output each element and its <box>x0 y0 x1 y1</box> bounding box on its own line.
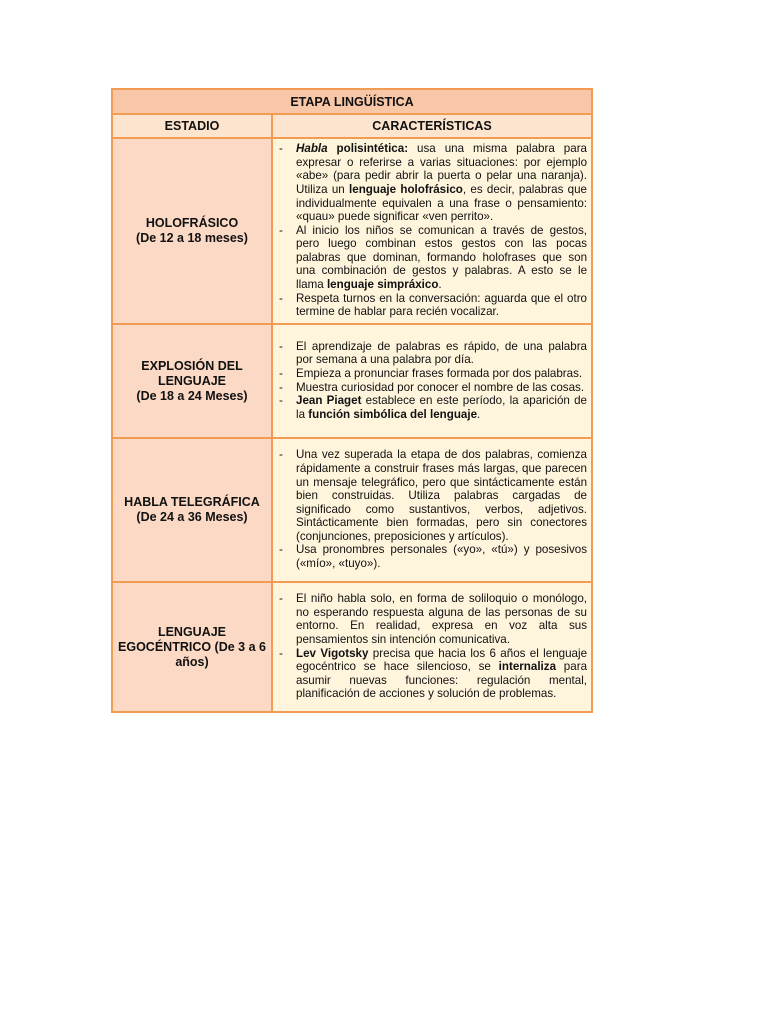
bullet-dash: - <box>279 223 283 237</box>
header-characteristics: CARACTERÍSTICAS <box>272 114 592 138</box>
stage-age: (De 18 a 24 Meses) <box>136 388 248 403</box>
stage-cell <box>112 324 272 438</box>
text-segment: precisa que hacia los 6 años el lenguaje egocéntrico se hace silencioso, se <box>296 646 588 674</box>
table-header-row <box>112 114 592 138</box>
linguistic-stage-table <box>111 88 593 713</box>
list-item <box>277 543 587 570</box>
stage-name: LENGUAJE EGOCÉNTRICO (De 3 a 6 años) <box>118 624 266 669</box>
characteristics-cell <box>272 438 592 582</box>
list-item <box>277 592 587 646</box>
table-row <box>112 582 592 712</box>
stage-table-container <box>111 88 591 713</box>
characteristics-cell <box>272 138 592 324</box>
text-segment: función simbólica del lenguaje <box>308 407 478 421</box>
text-segment: . <box>477 407 481 421</box>
characteristics-list <box>277 340 587 422</box>
table-title-row <box>112 89 592 114</box>
list-item <box>277 394 587 421</box>
text-segment: Lev Vigotsky <box>296 646 369 660</box>
text-segment: Al inicio los niños se comunican a través de gestos, pero luego combinan estos gestos con las pocas palabras que dominan, formando holofrases que son una combinación de gestos y palabras. A esto se le llama <box>296 223 588 292</box>
bullet-dash: - <box>279 448 283 462</box>
text-segment: Muestra curiosidad por conocer el nombre de las cosas. <box>296 380 585 394</box>
text-segment: establece en este período, la aparición de la <box>296 394 588 421</box>
stage-age: (De 24 a 36 Meses) <box>136 510 248 524</box>
characteristics-list <box>277 592 587 701</box>
text-segment: polisintética: <box>327 142 409 156</box>
bullet-dash: - <box>279 339 283 353</box>
text-segment: Empieza a pronunciar frases formada por dos palabras. <box>296 366 583 380</box>
list-item <box>277 142 587 224</box>
text-segment: Jean Piaget <box>296 394 362 408</box>
stage-age: (De 12 a 18 meses) <box>136 231 248 245</box>
table-title: ETAPA LINGÜÍSTICA <box>112 89 592 114</box>
text-segment: Habla <box>296 142 328 156</box>
text-segment: . <box>438 278 442 292</box>
header-stage: ESTADIO <box>112 114 272 138</box>
text-segment: usa una misma palabra para expresar o referirse a varias situaciones: por ejemplo «abe» (para pedir abrir la puerta o pelar una naranja). Utiliza un <box>296 142 588 196</box>
text-segment: Una vez superada la etapa de dos palabras, comienza rápidamente a construir frases más largas, que parecen un mensaje telegráfico, pero que sintácticamente están bien construidas. Utiliza palabras cargadas de significado como sustantivos, verbos, adjetivos. Sintácticamente bien formadas, pero sin conectores (conjunciones, preposiciones y artículos). <box>296 448 588 543</box>
stage-name: HOLOFRÁSICO <box>145 216 239 230</box>
table-row <box>112 138 592 324</box>
bullet-dash: - <box>279 380 283 394</box>
stage-cell <box>112 138 272 324</box>
text-segment: , es decir, palabras que individualmente equivalen a una frase o pensamiento: «quau» puede significar «ven perrito». <box>296 182 588 224</box>
bullet-dash: - <box>279 646 283 660</box>
stage-cell <box>112 582 272 712</box>
bullet-dash: - <box>279 592 283 606</box>
stage-name: HABLA TELEGRÁFICA <box>124 495 260 509</box>
list-item <box>277 367 587 381</box>
list-item <box>277 224 587 292</box>
characteristics-list <box>277 448 587 570</box>
bullet-dash: - <box>279 543 283 557</box>
characteristics-list <box>277 142 587 319</box>
text-segment: internaliza <box>498 660 557 674</box>
text-segment: Usa pronombres personales («yo», «tú») y posesivos («mío», «tuyo»). <box>296 543 588 571</box>
list-item <box>277 647 587 701</box>
table-row <box>112 324 592 438</box>
text-segment: El aprendizaje de palabras es rápido, de una palabra por semana a una palabra por día. <box>296 339 588 367</box>
text-segment: lenguaje simpráxico <box>326 278 439 292</box>
characteristics-cell <box>272 324 592 438</box>
characteristics-cell <box>272 582 592 712</box>
text-segment: para asumir nuevas funciones: regulación mental, planificación de acciones y solución de problemas. <box>296 660 588 701</box>
stage-name: EXPLOSIÓN DEL LENGUAJE <box>141 358 243 388</box>
list-item <box>277 381 587 395</box>
bullet-dash: - <box>279 366 283 380</box>
bullet-dash: - <box>279 142 283 156</box>
text-segment: El niño habla solo, en forma de soliloquio o monólogo, no esperando respuesta alguna de las personas de su entorno. En realidad, expresa en voz alta sus pensamientos sin intención comunicativa. <box>296 592 588 646</box>
bullet-dash: - <box>279 291 283 305</box>
list-item <box>277 340 587 367</box>
text-segment: Respeta turnos en la conversación: aguarda que el otro termine de hablar para recién vocalizar. <box>296 291 588 319</box>
list-item <box>277 448 587 543</box>
table-row <box>112 438 592 582</box>
stage-cell <box>112 438 272 582</box>
list-item <box>277 292 587 319</box>
bullet-dash: - <box>279 394 283 408</box>
text-segment: lenguaje holofrásico <box>349 182 463 196</box>
